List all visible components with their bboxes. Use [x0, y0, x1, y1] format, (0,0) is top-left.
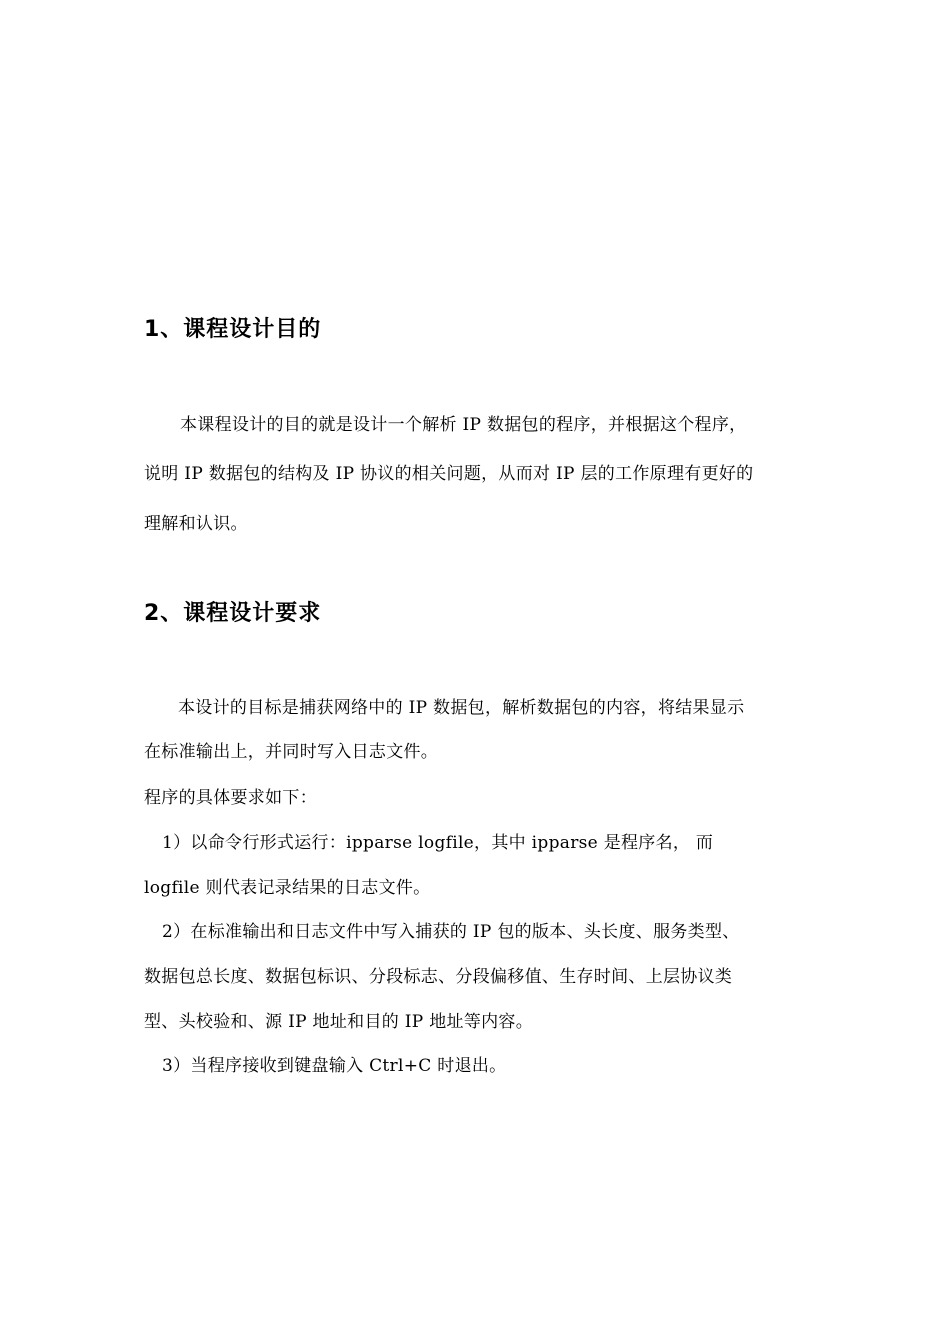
list-item-line: 1）以命令行形式运行：ipparse logfile，其中 ipparse 是程序名， 而 [162, 833, 714, 853]
paragraph-line: 本课程设计的目的就是设计一个解析 IP 数据包的程序，并根据这个程序， [180, 415, 747, 435]
section-heading-purpose: 1、课程设计目的 [144, 317, 322, 342]
section-heading-requirements: 2、课程设计要求 [144, 601, 322, 626]
list-item-line: 数据包总长度、数据包标识、分段标志、分段偏移值、生存时间、上层协议类 [144, 967, 733, 987]
list-item-line: logfile 则代表记录结果的日志文件。 [144, 878, 431, 898]
list-item-line: 型、头校验和、源 IP 地址和目的 IP 地址等内容。 [144, 1012, 534, 1032]
paragraph-line: 本设计的目标是捕获网络中的 IP 数据包，解析数据包的内容，将结果显示 [178, 698, 745, 718]
paragraph-line: 说明 IP 数据包的结构及 IP 协议的相关问题，从而对 IP 层的工作原理有更好的 [144, 464, 754, 484]
paragraph-line: 理解和认识。 [144, 514, 248, 534]
list-item-line: 2）在标准输出和日志文件中写入捕获的 IP 包的版本、头长度、服务类型、 [162, 922, 740, 942]
paragraph-line: 在标准输出上，并同时写入日志文件。 [144, 742, 439, 762]
paragraph-line: 程序的具体要求如下： [144, 788, 317, 808]
list-item-line: 3）当程序接收到键盘输入 Ctrl+C 时退出。 [162, 1056, 507, 1076]
